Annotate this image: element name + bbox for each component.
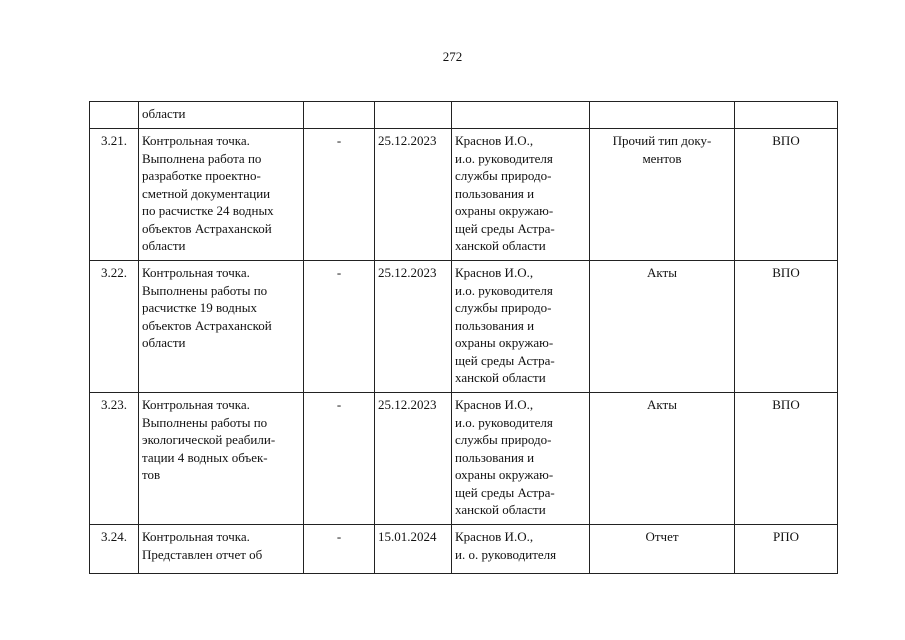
event-name-cell: Контрольная точка. Выполнены работы по расчистке 19 водных объектов Астраханской области — [139, 261, 304, 393]
info-system-cell: ВПО — [735, 129, 838, 261]
table-row-continuation — [90, 102, 838, 129]
end-date-cell: 25.12.2023 — [375, 261, 452, 393]
page-number: 272 — [442, 49, 463, 64]
row-number-cell: 3.21. — [90, 129, 139, 261]
table-row — [90, 525, 838, 574]
event-name-cell: Контрольная точка. Выполнена работа по разработке проектно- сметной документации по расчистке 24 водных объектов Астраханской области — [139, 129, 304, 261]
start-date-cell: - — [304, 393, 375, 525]
control-points-table — [89, 101, 838, 574]
document-type-cell: Отчет — [590, 525, 735, 574]
responsible-cell: Краснов И.О., и.о. руководителя службы природо- пользования и охраны окружаю- щей среды Астра- ханской области — [452, 261, 590, 393]
table-row — [90, 261, 838, 393]
info-system-cell — [735, 102, 838, 129]
document-type-cell: Акты — [590, 393, 735, 525]
event-name-cell: области — [139, 102, 304, 129]
table-row — [90, 393, 838, 525]
row-number-cell: 3.22. — [90, 261, 139, 393]
info-system-cell: ВПО — [735, 393, 838, 525]
responsible-cell: Краснов И.О., и. о. руководителя — [452, 525, 590, 574]
row-number-cell — [90, 102, 139, 129]
end-date-cell: 25.12.2023 — [375, 393, 452, 525]
start-date-cell: - — [304, 261, 375, 393]
start-date-cell: - — [304, 525, 375, 574]
start-date-cell: - — [304, 129, 375, 261]
responsible-cell: Краснов И.О., и.о. руководителя службы природо- пользования и охраны окружаю- щей среды Астра- ханской области — [452, 393, 590, 525]
event-name-cell: Контрольная точка. Представлен отчет об — [139, 525, 304, 574]
responsible-cell: Краснов И.О., и.о. руководителя службы природо- пользования и охраны окружаю- щей среды Астра- ханской области — [452, 129, 590, 261]
end-date-cell: 25.12.2023 — [375, 129, 452, 261]
document-type-cell — [590, 102, 735, 129]
row-number-cell: 3.23. — [90, 393, 139, 525]
event-name-cell: Контрольная точка. Выполнены работы по экологической реабили- тации 4 водных объек- тов — [139, 393, 304, 525]
end-date-cell — [375, 102, 452, 129]
end-date-cell: 15.01.2024 — [375, 525, 452, 574]
responsible-cell — [452, 102, 590, 129]
table-row — [90, 129, 838, 261]
start-date-cell — [304, 102, 375, 129]
document-type-cell: Прочий тип доку- ментов — [590, 129, 735, 261]
document-type-cell: Акты — [590, 261, 735, 393]
info-system-cell: РПО — [735, 525, 838, 574]
info-system-cell: ВПО — [735, 261, 838, 393]
row-number-cell: 3.24. — [90, 525, 139, 574]
